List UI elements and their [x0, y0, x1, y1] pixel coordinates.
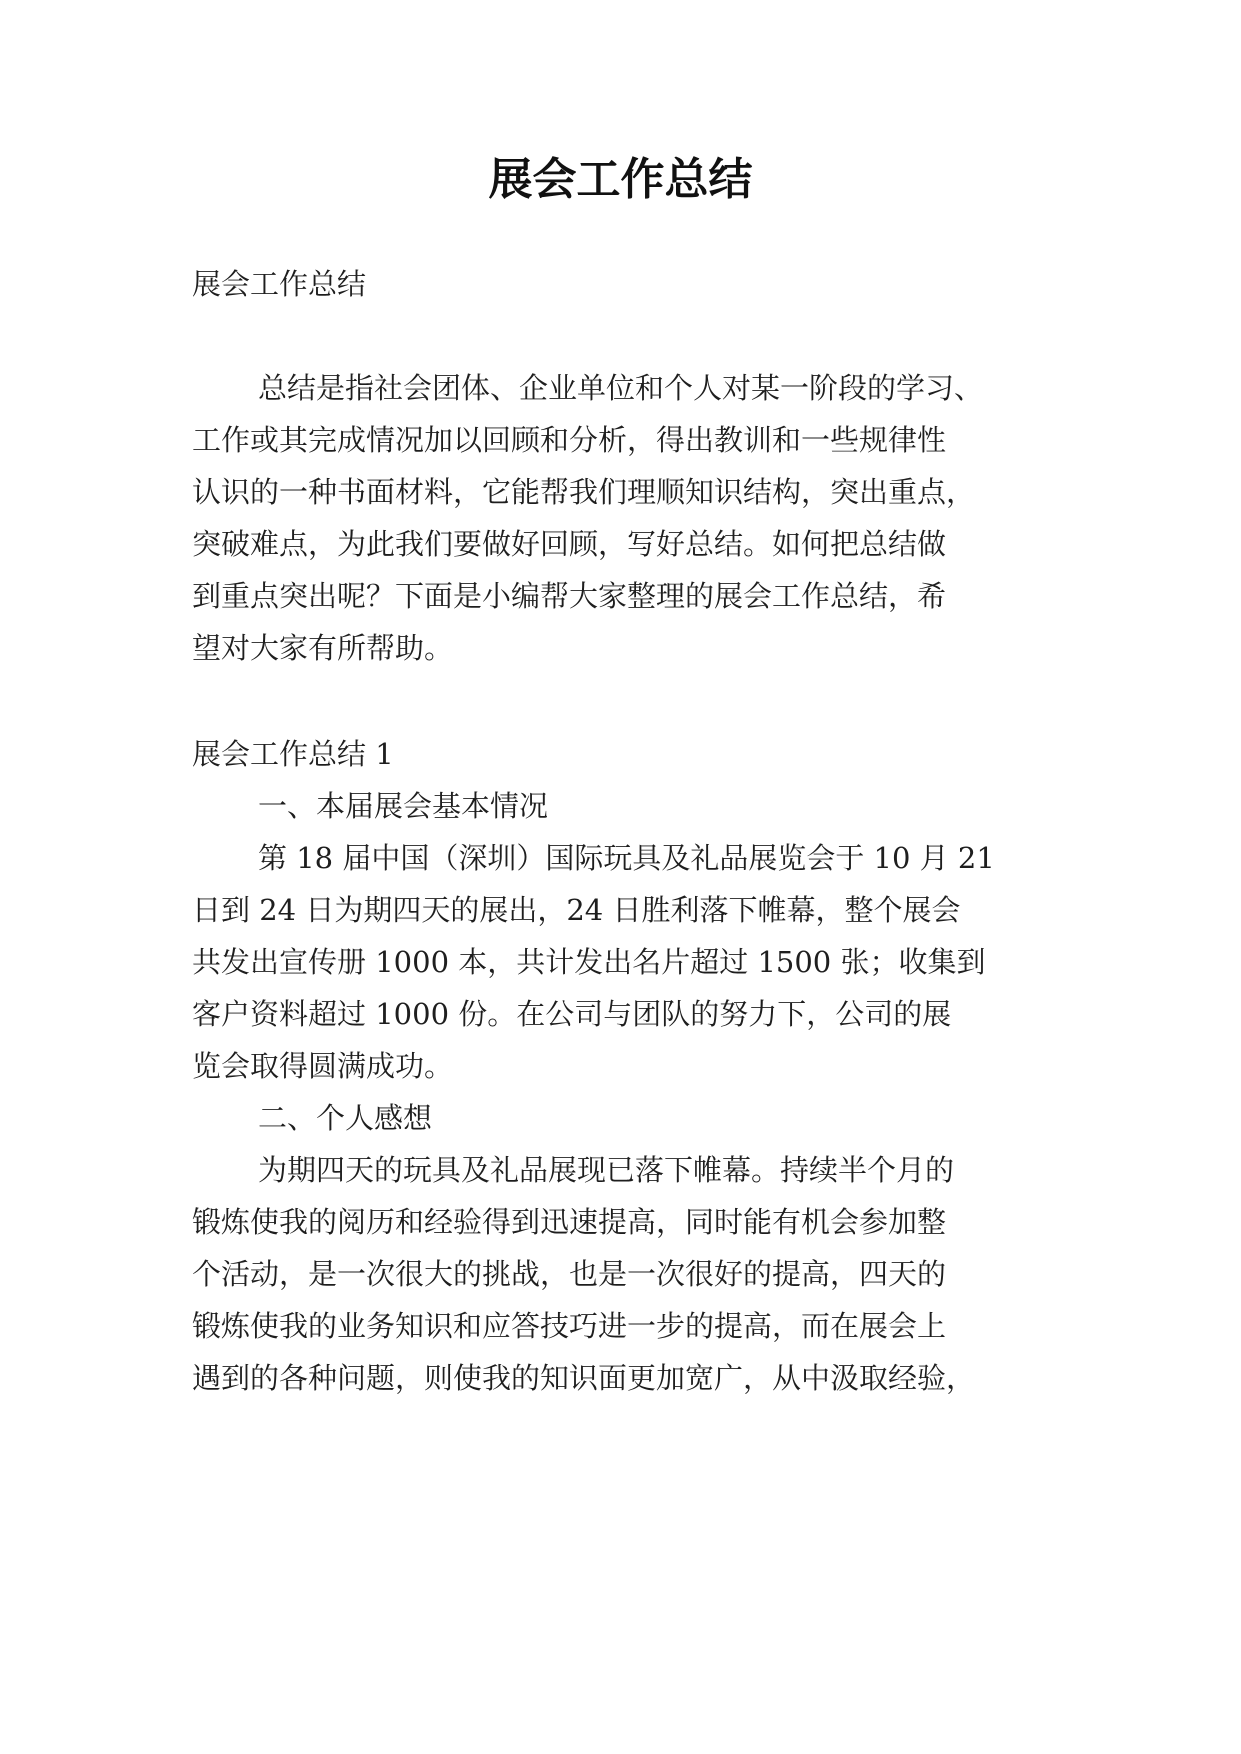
para2-line-3: 个活动，是一次很大的挑战，也是一次很好的提高，四天的 — [192, 1257, 947, 1291]
para1-line-4: 客户资料超过 1000 份。在公司与团队的努力下，公司的展 — [192, 997, 952, 1031]
document-subtitle: 展会工作总结 — [192, 267, 367, 301]
para2-line-4: 锻炼使我的业务知识和应答技巧进一步的提高，而在展会上 — [192, 1309, 947, 1343]
para1-line-3: 共发出宣传册 1000 本，共计发出名片超过 1500 张；收集到 — [192, 945, 986, 979]
para1-line-1: 第 18 届中国（深圳）国际玩具及礼品展览会于 10 月 21 — [258, 841, 995, 875]
intro-line-4: 突破难点，为此我们要做好回顾，写好总结。如何把总结做 — [192, 527, 947, 561]
intro-line-3: 认识的一种书面材料，它能帮我们理顺知识结构，突出重点， — [192, 475, 976, 509]
para1-line-5: 览会取得圆满成功。 — [192, 1049, 454, 1083]
heading-basic-situation: 一、本届展会基本情况 — [258, 789, 549, 823]
para1-line-2: 日到 24 日为期四天的展出，24 日胜利落下帷幕，整个展会 — [192, 893, 961, 927]
intro-line-5: 到重点突出呢？下面是小编帮大家整理的展会工作总结，希 — [192, 579, 947, 613]
para2-line-1: 为期四天的玩具及礼品展现已落下帷幕。持续半个月的 — [258, 1153, 955, 1187]
para2-line-2: 锻炼使我的阅历和经验得到迅速提高，同时能有机会参加整 — [192, 1205, 947, 1239]
intro-line-2: 工作或其完成情况加以回顾和分析，得出教训和一些规律性 — [192, 423, 947, 457]
document-title: 展会工作总结 — [488, 154, 753, 205]
intro-line-1: 总结是指社会团体、企业单位和个人对某一阶段的学习、 — [258, 371, 984, 405]
section-title: 展会工作总结 1 — [192, 737, 394, 771]
intro-line-6: 望对大家有所帮助。 — [192, 631, 454, 665]
heading-personal-thoughts: 二、个人感想 — [258, 1101, 433, 1135]
para2-line-5: 遇到的各种问题，则使我的知识面更加宽广，从中汲取经验， — [192, 1361, 976, 1395]
